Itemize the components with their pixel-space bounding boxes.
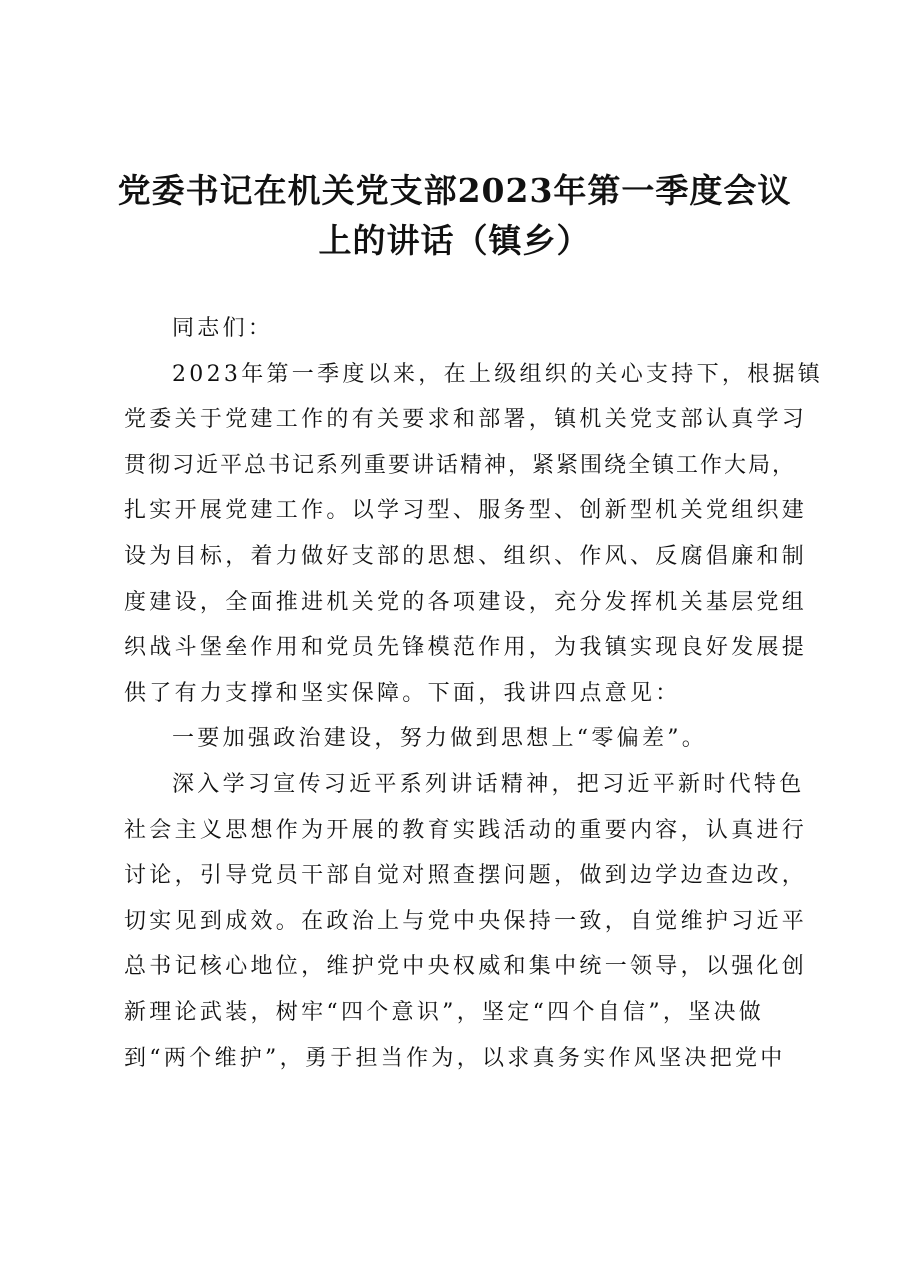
paragraph-intro	[124, 352, 824, 717]
text-line: 社会主义思想作为开展的教育实践活动的重要内容，认真进行	[124, 817, 808, 843]
text-line: 深入学习宣传习近平系列讲话精神，把习近平新时代特色	[172, 771, 805, 797]
text-line: 新理论武装，树牢“四个意识”，坚定“四个自信”，坚决做	[124, 999, 765, 1025]
text-line: 织战斗堡垒作用和党员先锋模范作用，为我镇实现良好发展提	[124, 635, 808, 661]
text-line: 度建设，全面推进机关党的各项建设，充分发挥机关基层党组	[124, 589, 808, 615]
paragraph-section-1	[124, 762, 808, 1081]
section-heading	[124, 716, 794, 762]
salutation-paragraph	[124, 306, 794, 352]
salutation: 同志们：	[172, 316, 274, 341]
text-line: 扎实开展党建工作。以学习型、服务型、创新型机关党组织建	[124, 498, 808, 524]
text-line: 党委关于党建工作的有关要求和部署，镇机关党支部认真学习	[124, 407, 808, 433]
document-title	[110, 166, 799, 266]
text-line: 设为目标，着力做好支部的思想、组织、作风、反腐倡廉和制	[124, 543, 808, 569]
section-heading-text: 一要加强政治建设，努力做到思想上“零偏差”。	[172, 726, 708, 752]
text-line: 总书记核心地位，维护党中央权威和集中统一领导，以强化创	[124, 954, 808, 980]
document-body	[124, 306, 824, 1081]
text-line: 讨论，引导党员干部自觉对照查摆问题，做到边学边查边改，	[124, 863, 808, 889]
title-line-1: 党委书记在机关党支部2023年第一季度会议	[117, 171, 792, 210]
text-line: 2023年第一季度以来，在上级组织的关心支持下，根据镇	[172, 361, 824, 387]
text-line: 切实见到成效。在政治上与党中央保持一致，自觉维护习近平	[124, 908, 808, 934]
text-line: 到“两个维护”，勇于担当作为，以求真务实作风坚决把党中	[124, 1045, 786, 1071]
title-line-2: 上的讲话（镇乡）	[318, 221, 591, 260]
text-line: 供了有力支撑和坚实保障。下面，我讲四点意见：	[124, 680, 681, 706]
text-line: 贯彻习近平总书记系列重要讲话精神，紧紧围绕全镇工作大局，	[124, 452, 794, 478]
